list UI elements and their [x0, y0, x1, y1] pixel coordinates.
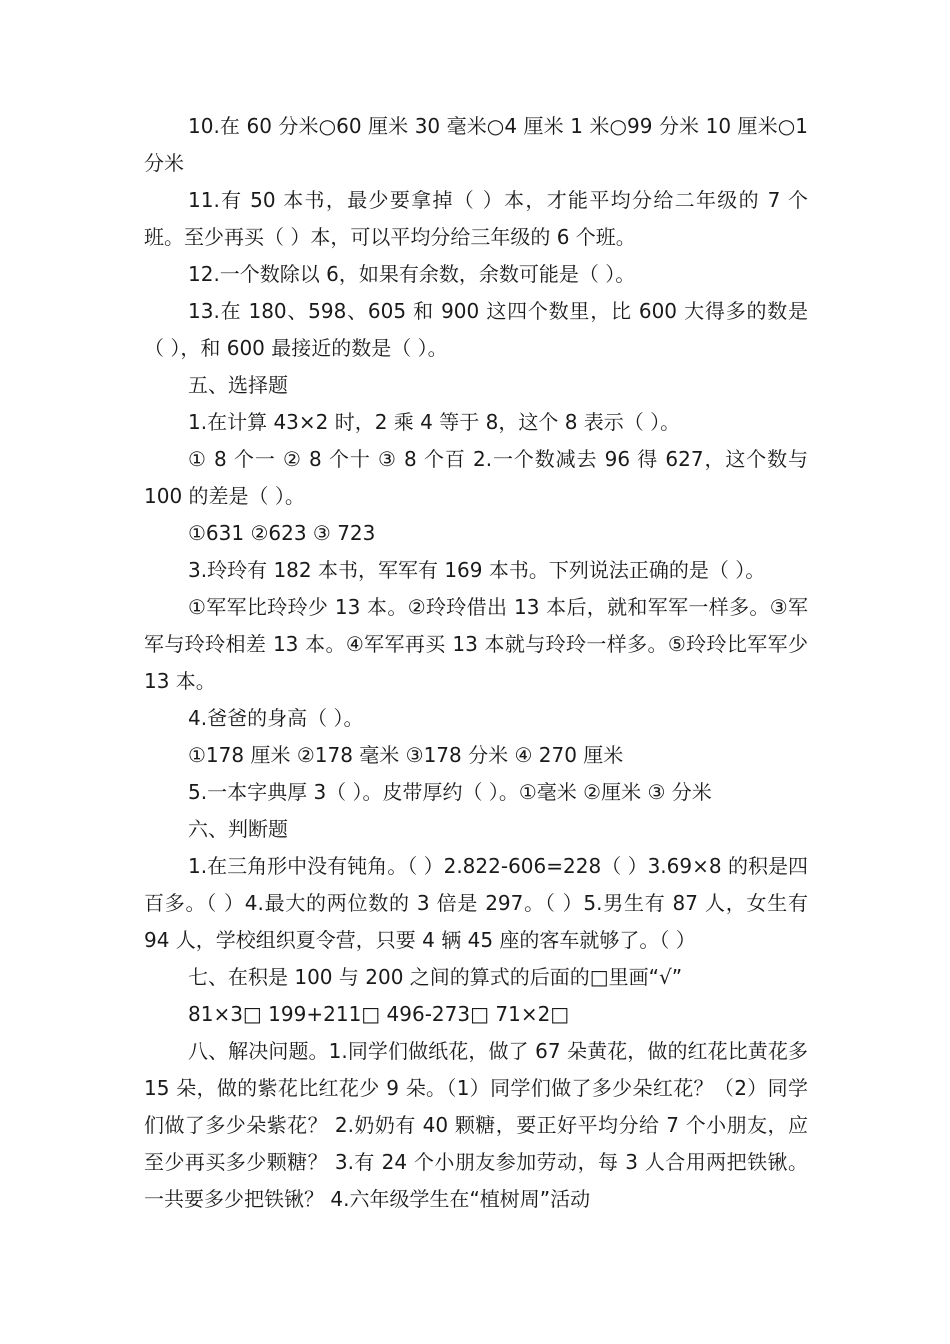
paragraph-choice-1: 1.在计算 43×2 时，2 乘 4 等于 8，这个 8 表示（ ）。 [188, 410, 681, 434]
paragraph-fill-blank-11: 11.有 50 本书，最少要拿掉（ ）本，才能平均分给二年级的 7 个班。至少再买（ ）本，可以平均分给三年级的 6 个班。 [144, 188, 808, 249]
paragraph-fill-blank-12: 12.一个数除以 6，如果有余数，余数可能是（ ）。 [188, 262, 636, 286]
section-heading-judgement: 六、判断题 [188, 817, 288, 841]
section-heading-choice: 五、选择题 [188, 373, 288, 397]
document-page [144, 108, 808, 1218]
paragraph-choice-3: 3.玲玲有 182 本书，军军有 169 本书。下列说法正确的是（ ）。 [188, 558, 766, 582]
paragraph-choice-5: 5.一本字典厚 3（ ）。皮带厚约（ ）。①毫米 ②厘米 ③ 分米 [188, 780, 712, 804]
paragraph-choice-options-2: ①631 ②623 ③ 723 [188, 521, 376, 545]
paragraph-choice-options-4: ①178 厘米 ②178 毫米 ③178 分米 ④ 270 厘米 [188, 743, 624, 767]
paragraph-choice-options-3: ①军军比玲玲少 13 本。②玲玲借出 13 本后，就和军军一样多。③军军与玲玲相差 13 本。④军军再买 13 本就与玲玲一样多。⑤玲玲比军军少 13 本。 [144, 595, 808, 693]
paragraph-judgement-items: 1.在三角形中没有钝角。（ ）2.822-606=228（ ）3.69×8 的积是四百多。（ ）4.最大的两位数的 3 倍是 297。（ ）5.男生有 87 人，女生有 94 人，学校组织夏令营，只要 4 辆 45 座的客车就够了。（ ） [144, 854, 808, 952]
paragraph-choice-options-1-2: ① 8 个一 ② 8 个十 ③ 8 个百 2.一个数减去 96 得 627，这个数与 100 的差是（ ）。 [144, 447, 808, 508]
paragraph-check-expressions: 81×3□ 199+211□ 496-273□ 71×2□ [188, 1002, 570, 1026]
paragraph-solve-problems: 八、解决问题。1.同学们做纸花，做了 67 朵黄花，做的红花比黄花多 15 朵，做的紫花比红花少 9 朵。（1）同学们做了多少朵红花？（2）同学们做了多少朵紫花？ 2.奶奶有 40 颗糖，要正好平均分给 7 个小朋友，应至少再买多少颗糖？ 3.有 24 个小朋友参加劳动，每 3 人合用两把铁锹。一共要多少把铁锹？ 4.六年级学生在“植树周”活动 [144, 1039, 808, 1211]
paragraph-choice-4: 4.爸爸的身高（ ）。 [188, 706, 364, 730]
section-heading-check-product: 七、在积是 100 与 200 之间的算式的后面的□里画“√” [188, 965, 683, 989]
paragraph-fill-blank-10: 10.在 60 分米○60 厘米 30 毫米○4 厘米 1 米○99 分米 10 厘米○1 分米 [144, 114, 808, 175]
paragraph-fill-blank-13: 13.在 180、598、605 和 900 这四个数里，比 600 大得多的数是（ ），和 600 最接近的数是（ ）。 [144, 299, 808, 360]
